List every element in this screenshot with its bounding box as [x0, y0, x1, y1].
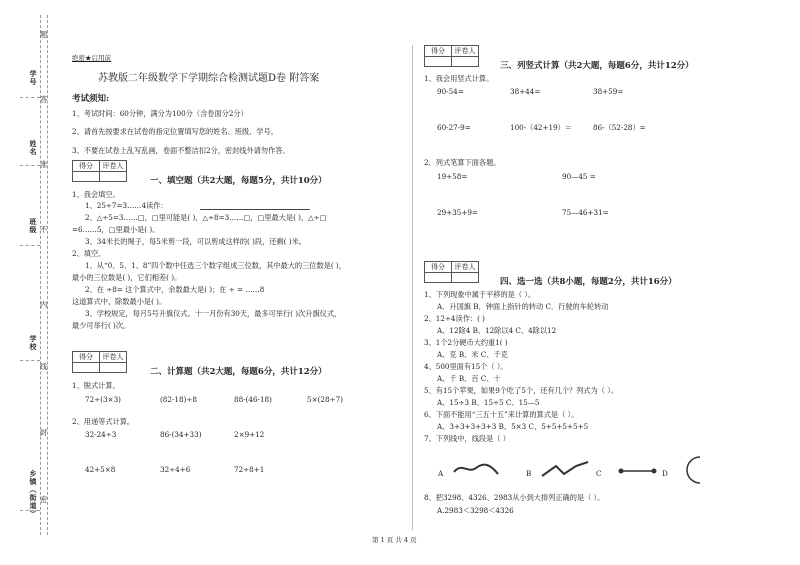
- binding-mark: 内: [40, 300, 48, 309]
- section2-q1: 1、脱式计算。: [72, 381, 120, 390]
- vertical-calc-item: 75—46+31=: [562, 208, 609, 217]
- section4-q8-option: A.2983＜3298＜4326: [437, 506, 514, 515]
- calc-item: 32÷4+6: [160, 465, 191, 474]
- section3-q2: 2、列式笔算下面各题。: [424, 158, 501, 167]
- binding-mark: 题: [40, 30, 48, 39]
- section3-title: 三、列竖式计算（共2大题，每题6分，共计12分）: [500, 61, 694, 71]
- vertical-calc-item: 19+58=: [437, 172, 468, 181]
- arc-line-icon: [684, 455, 704, 485]
- score-box: [72, 351, 127, 373]
- section4-line: A．升国旗 B．钟面上指针的转动 C．行驶的车轮转动: [437, 302, 609, 311]
- calc-item: 86-(34+33): [160, 430, 202, 439]
- calc-item: 42+5×8: [85, 465, 116, 474]
- option-label: D: [662, 469, 668, 478]
- option-label: C: [596, 469, 602, 478]
- section1-line: 2、在 ÷8= 这个算式中，余数最大是( )；在 ÷ = ……8: [85, 285, 265, 294]
- name-label: 姓名: [29, 140, 38, 156]
- section1-line: =6……5，□里最小是( )。: [72, 225, 160, 234]
- student-id-label: 学号: [29, 70, 38, 86]
- section4-line: 7、下列线中，线段是（ ）: [424, 434, 510, 443]
- curved-line-icon: [452, 460, 500, 480]
- secret-label: 绝密★启用前: [72, 54, 111, 62]
- section4-line: A、15÷3 B、15÷5 C、15—5: [437, 398, 540, 407]
- grader-label: 评卷人: [100, 352, 127, 363]
- section1-line: 这道算式中，除数最小是( )。: [72, 297, 167, 306]
- score-box: [72, 160, 127, 182]
- score-cell[interactable]: [425, 57, 452, 67]
- class-label: 班级: [29, 218, 38, 234]
- option-label: B: [526, 469, 532, 478]
- section1-line: 3、学校规定，每月5号升旗仪式。十一月份有30天，最多可举行( )次升旗仪式，: [85, 309, 342, 318]
- section1-line: 1、我会填空。: [72, 190, 120, 199]
- section2-title: 二、计算题（共2大题，每题6分，共计12分）: [150, 367, 327, 377]
- binding-mark: 封: [40, 428, 48, 437]
- calc-item: 88-(46-18): [234, 395, 272, 404]
- zigzag-line-icon: [540, 460, 590, 480]
- calc-item: 72÷8+1: [234, 465, 265, 474]
- grader-cell[interactable]: [100, 172, 127, 182]
- score-cell[interactable]: [73, 363, 100, 373]
- answer-blank[interactable]: [200, 209, 310, 210]
- section4-line: 2、12÷4读作：( ): [424, 314, 485, 323]
- calc-item: 72÷(3×3): [85, 395, 121, 404]
- section1-line: 2、填空。: [72, 249, 106, 258]
- vertical-calc-item: 38+59=: [593, 87, 624, 96]
- section4-line: 5、有15个苹果，如果9个吃了5个，还有几个？列式为（ ）。: [424, 386, 619, 395]
- binding-mark: 准: [40, 160, 48, 169]
- page-number: 第 1 页 共 4 页: [372, 536, 417, 544]
- notice-item: 3、不要在试卷上乱写乱画，卷面不整洁扣2分，密封线外请勿作答。: [72, 146, 290, 155]
- binding-mark: 线: [40, 362, 48, 371]
- district-label: 乡镇（街道）: [29, 470, 38, 518]
- vertical-calc-item: 86-（52-28）=: [593, 123, 646, 132]
- section3-q1: 1、我会用竖式计算。: [424, 74, 494, 83]
- grader-cell[interactable]: [100, 363, 127, 373]
- section4-line: A、12除4 B、12除以4 C、4除以12: [437, 326, 557, 335]
- option-label: A: [438, 469, 444, 478]
- section4-title: 四、选一选（共8小题，每题2分，共计16分）: [500, 277, 677, 287]
- section1-title: 一、填空题（共2大题，每题5分，共计10分）: [150, 176, 327, 186]
- vertical-calc-item: 60-27-9=: [437, 123, 471, 132]
- section1-line: 3、34米长的绳子，每5米剪一段，可以剪成这样的( )段，还剩( )米。: [85, 237, 306, 246]
- section4-q8: 8、把3298、4326、2983从小到大排列正确的是（ ）。: [424, 493, 605, 502]
- binding-mark: 答: [40, 95, 48, 104]
- score-cell[interactable]: [73, 172, 100, 182]
- calc-item: 32-24÷3: [85, 430, 117, 439]
- grader-cell[interactable]: [452, 57, 479, 67]
- vertical-calc-item: 90—45 =: [562, 172, 596, 181]
- grader-label: 评卷人: [452, 46, 479, 57]
- calc-item: 2×9+12: [234, 430, 265, 439]
- section4-line: A、3+3+3+3+3 B、5×3 C、5+5+5+5+5: [437, 422, 589, 431]
- binding-mark: 密: [40, 495, 48, 504]
- score-box: [424, 261, 479, 283]
- notice-item: 2、请首先按要求在试卷的指定位置填写您的姓名、班级、学号。: [72, 127, 278, 136]
- score-cell[interactable]: [425, 273, 452, 283]
- vertical-calc-item: 100-（42+19）＝: [510, 123, 573, 132]
- section1-line: 1、25÷7=3……4读作：: [85, 201, 168, 210]
- notice-item: 1、考试时间：60分钟，满分为100分（含卷面分2分）: [72, 109, 248, 118]
- score-label: 得分: [73, 352, 100, 363]
- vertical-calc-item: 38+44=: [510, 87, 541, 96]
- section1-line: 2、△÷5=3……□，□里可能是( )，△÷8=3……□，□里最大是( )，△÷□: [85, 213, 327, 222]
- section4-line: 3、1个2分硬币大约重1( ): [424, 338, 508, 347]
- vertical-calc-item: 90-54=: [437, 87, 464, 96]
- grader-label: 评卷人: [100, 161, 127, 172]
- section1-line: 最小的三位数是( )，它们相差( )。: [72, 273, 182, 282]
- segment-line-icon: [618, 466, 658, 476]
- score-label: 得分: [73, 161, 100, 172]
- notice-title: 考试须知:: [72, 94, 110, 104]
- section2-q2: 2、用递等式计算。: [72, 417, 135, 426]
- calc-item: (82-18)÷8: [160, 395, 197, 404]
- page-title: 苏教版二年级数学下学期综合检测试题D卷 附答案: [98, 73, 320, 84]
- section4-line: A、克 B、米 C、千克: [437, 350, 508, 359]
- section1-line: 1、从“0、5、1、8”四个数中任选三个数字组成三位数，其中最大的三位数是( )，: [85, 261, 346, 270]
- score-label: 得分: [425, 262, 452, 273]
- calc-item: 5×(28÷7): [307, 395, 343, 404]
- section4-line: 4、500里面有15个（ ）。: [424, 362, 508, 371]
- grader-cell[interactable]: [452, 273, 479, 283]
- section1-line: 最少可举行( )次。: [72, 321, 131, 330]
- section4-line: 6、下面不能用“三五十五”来计算的算式是（ ）。: [424, 410, 579, 419]
- vertical-calc-item: 29+35+9=: [437, 208, 478, 217]
- section4-line: 1、下列现象中属于平移的是（ ）。: [424, 290, 536, 299]
- section4-line: A、千 B、百 C、十: [437, 374, 501, 383]
- score-box: [424, 45, 479, 67]
- school-label: 学校: [29, 335, 38, 351]
- binding-mark: 不: [40, 225, 48, 234]
- grader-label: 评卷人: [452, 262, 479, 273]
- score-label: 得分: [425, 46, 452, 57]
